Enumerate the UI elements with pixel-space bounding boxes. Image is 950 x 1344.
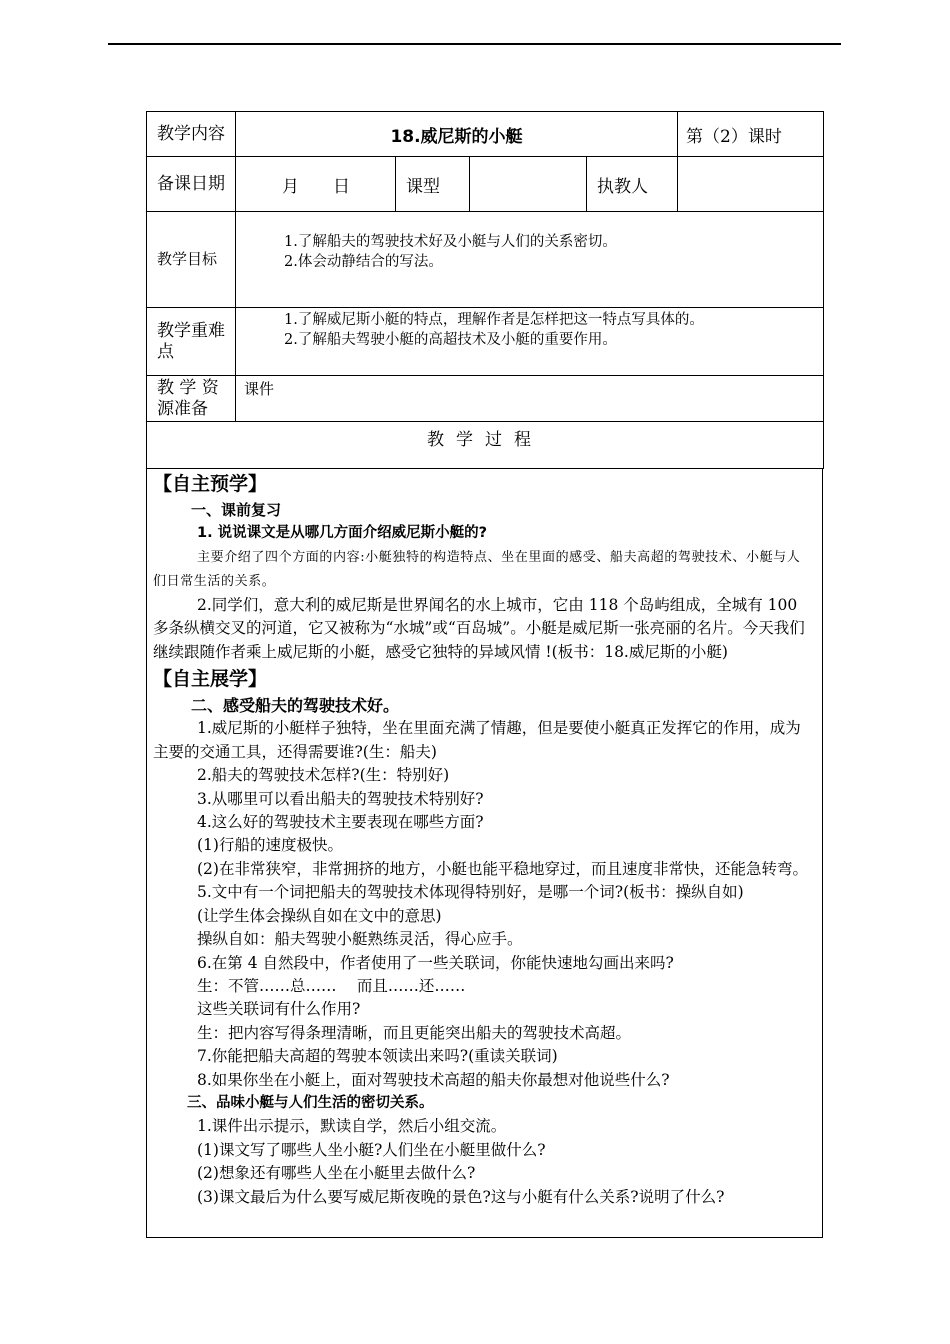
paragraph: (1)行船的速度极快。 (197, 836, 343, 855)
lesson-info-table (146, 111, 824, 469)
paragraph: 1.威尼斯的小艇样子独特，坐在里面充满了情趣，但是要使小艇真正发挥它的作用，成为主要的交通工具，还得需要谁?(生：船夫) (153, 719, 801, 761)
subheading: 三、品味小艇与人们生活的密切关系。 (187, 1094, 434, 1111)
goal-item: 2.体会动静结合的写法。 (284, 254, 443, 270)
period-label: 第（2）课时 (678, 112, 824, 157)
paragraph: 生：把内容写得条理清晰，而且更能突出船夫的驾驶技术高超。 (197, 1023, 632, 1042)
paragraph: (2)想象还有哪些人坐在小艇里去做什么? (197, 1164, 476, 1183)
subheading: 二、感受船夫的驾驶技术好。 (191, 696, 400, 716)
paragraph: 8.如果你坐在小艇上，面对驾驶技术高超的船夫你最想对他说些什么? (197, 1070, 670, 1089)
section-heading-display: 【自主展学】 (153, 668, 268, 691)
paragraph: 操纵自如：船夫驾驶小艇熟练灵活，得心应手。 (197, 930, 523, 949)
subheading: 一、课前复习 (191, 501, 282, 519)
paragraph: 4.这么好的驾驶技术主要表现在哪些方面? (197, 813, 484, 832)
header-rule (108, 43, 841, 45)
resource-value: 课件 (236, 376, 824, 422)
date-value: 月 日 (236, 157, 396, 212)
content-label: 教学内容 (147, 112, 236, 157)
lesson-title: 18.威尼斯的小艇 (236, 112, 678, 157)
date-label: 备课日期 (147, 157, 236, 212)
paragraph: 这些关联词有什么作用? (197, 1000, 361, 1019)
type-value (470, 157, 587, 212)
paragraph: 6.在第 4 自然段中，作者使用了一些关联词，你能快速地勾画出来吗? (197, 953, 674, 972)
paragraph: (1)课文写了哪些人坐小艇?人们坐在小艇里做什么? (197, 1140, 546, 1159)
goal-item: 1.了解船夫的驾驶技术好及小艇与人们的关系密切。 (284, 234, 617, 250)
key-point-item: 1.了解威尼斯小艇的特点，理解作者是怎样把这一特点写具体的。 (284, 312, 704, 328)
key-points-label: 教学重难点 (147, 308, 236, 376)
paragraph: 7.你能把船夫高超的驾驶本领读出来吗?(重读关联词) (197, 1047, 558, 1066)
question: 1. 说说课文是从哪几方面介绍威尼斯小艇的? (197, 525, 488, 542)
section-heading-preview: 【自主预学】 (153, 473, 268, 495)
type-label: 课型 (396, 157, 470, 212)
paragraph: (3)课文最后为什么要写威尼斯夜晚的景色?这与小艇有什么关系?说明了什么? (197, 1187, 725, 1206)
paragraph: 1.课件出示提示，默读自学，然后小组交流。 (197, 1117, 507, 1136)
paragraph: 2.同学们，意大利的威尼斯是世界闻名的水上城市，它由 118 个岛屿组成，全城有 100 多条纵横交叉的河道，它又被称为“水城”或“百岛城”。小艇是威尼斯一张亮丽的名片。今天我们继续跟随作者乘上威尼斯的小艇，感受它独特的异域风情 !(板书：18.威尼斯的小艇) (153, 595, 805, 661)
resource-label: 教 学 资源准备 (147, 376, 236, 422)
process-title: 教学过程 (147, 422, 824, 469)
paragraph: 3.从哪里可以看出船夫的驾驶技术特别好? (197, 789, 484, 808)
paragraph: (让学生体会操纵自如在文中的意思) (197, 906, 442, 925)
paragraph: 主要介绍了四个方面的内容:小艇独特的构造特点、坐在里面的感受、船夫高超的驾驶技术、小艇与人们日常生活的关系。 (153, 549, 801, 589)
teacher-label: 执教人 (587, 157, 678, 212)
teacher-value (678, 157, 824, 212)
paragraph: 5.文中有一个词把船夫的驾驶技术体现得特别好，是哪一个词?(板书：操纵自如) (197, 883, 744, 902)
paragraph: 2.船夫的驾驶技术怎样?(生：特别好) (197, 766, 450, 785)
teaching-process-body (146, 469, 823, 1238)
goals-label: 教学目标 (147, 212, 236, 308)
paragraph: (2)在非常狭窄，非常拥挤的地方，小艇也能平稳地穿过，而且速度非常快，还能急转弯。 (197, 859, 808, 878)
key-point-item: 2.了解船夫驾驶小艇的高超技术及小艇的重要作用。 (284, 332, 617, 348)
paragraph: 生：不管……总…… 而且……还…… (197, 976, 466, 995)
